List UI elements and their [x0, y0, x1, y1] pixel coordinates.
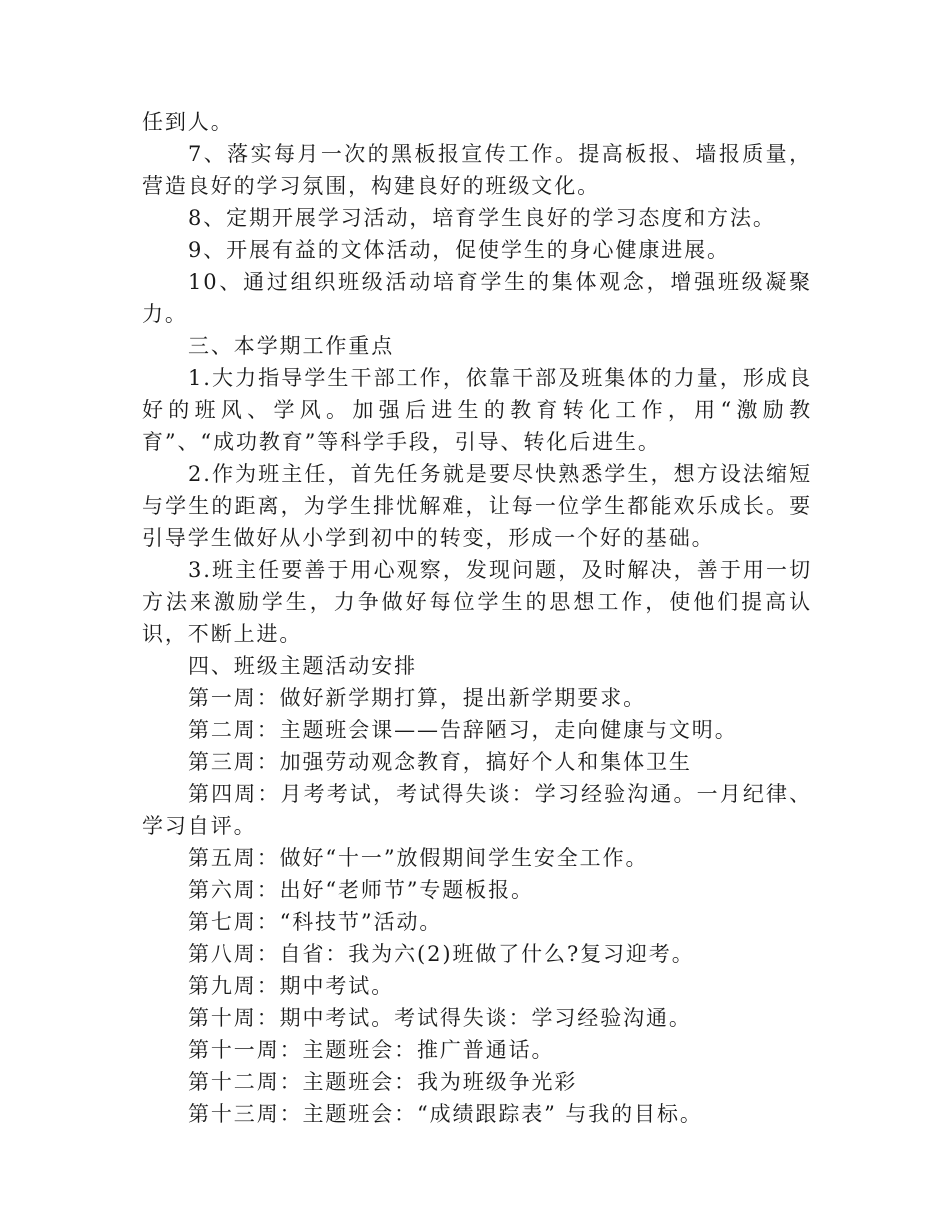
paragraph-item-7: 7、落实每月一次的黑板报宣传工作。提高板报、墙报质量，营造良好的学习氛围，构建良好的班级文化。: [142, 142, 812, 198]
paragraph-focus-3: 3.班主任要善于用心观察，发现问题，及时解决，善于用一切方法来激励学生，力争做好每位学生的思想工作，使他们提高认识，不断上进。: [142, 558, 812, 646]
schedule-week-10: 第十周：期中考试。考试得失谈：学习经验沟通。: [188, 1006, 692, 1030]
section-heading-3: 三、本学期工作重点: [188, 334, 395, 358]
paragraph-item-10: 10、通过组织班级活动培育学生的集体观念，增强班级凝聚力。: [142, 270, 812, 326]
paragraph-focus-2: 2.作为班主任，首先任务就是要尽快熟悉学生，想方设法缩短与学生的距离，为学生排忧解难，让每一位学生都能欢乐成长。要引导学生做好从小学到初中的转变，形成一个好的基础。: [142, 462, 812, 550]
schedule-week-6: 第六周：出好“老师节”专题板报。: [188, 878, 534, 902]
paragraph-item-9: 9、开展有益的文体活动，促使学生的身心健康进展。: [188, 238, 730, 262]
schedule-week-13: 第十三周：主题班会：“成绩跟踪表” 与我的目标。: [188, 1102, 703, 1126]
schedule-week-9: 第九周：期中考试。: [188, 974, 395, 998]
schedule-week-2: 第二周：主题班会课——告辞陋习，走向健康与文明。: [188, 718, 738, 742]
schedule-week-8: 第八周：自省：我为六(2)班做了什么?复习迎考。: [188, 942, 695, 966]
schedule-week-7: 第七周：“科技节”活动。: [188, 910, 443, 934]
schedule-week-1: 第一周：做好新学期打算，提出新学期要求。: [188, 686, 646, 710]
document-page: [142, 106, 812, 1130]
schedule-week-11: 第十一周：主题班会：推广普通话。: [188, 1038, 555, 1062]
paragraph-item-8: 8、定期开展学习活动，培育学生良好的学习态度和方法。: [188, 206, 776, 230]
schedule-week-12: 第十二周：主题班会：我为班级争光彩: [188, 1070, 578, 1094]
schedule-week-3: 第三周：加强劳动观念教育，搞好个人和集体卫生: [188, 750, 692, 774]
schedule-week-5: 第五周：做好“十一”放假期间学生安全工作。: [188, 846, 649, 870]
paragraph-continuation: 任到人。: [142, 110, 234, 134]
schedule-week-4: 第四周：月考考试，考试得失谈：学习经验沟通。一月纪律、学习自评。: [142, 782, 812, 838]
section-heading-4: 四、班级主题活动安排: [188, 654, 417, 678]
paragraph-focus-1: 1.大力指导学生干部工作，依靠干部及班集体的力量，形成良好的班风、学风。加强后进生的教育转化工作，用“激励教育”、“成功教育”等科学手段，引导、转化后进生。: [142, 366, 812, 454]
